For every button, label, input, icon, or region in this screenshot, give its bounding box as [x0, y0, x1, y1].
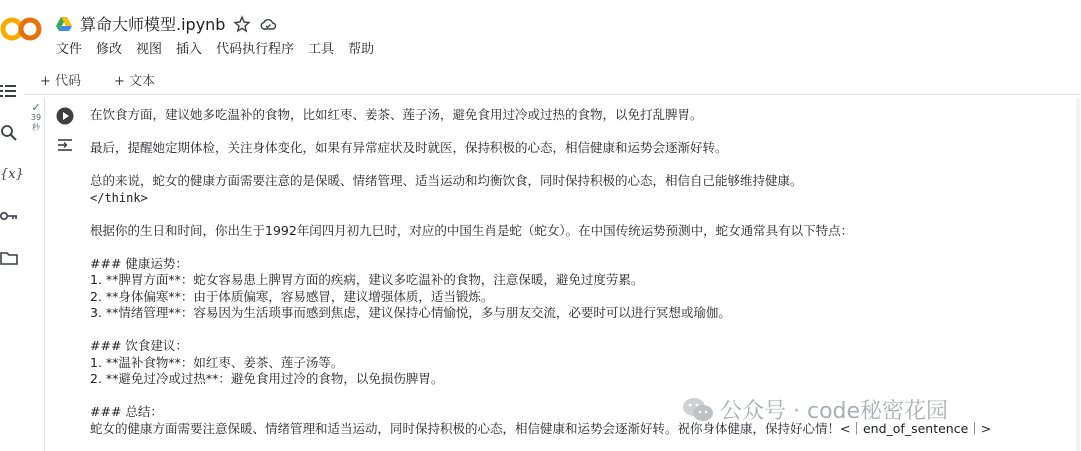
menu-file[interactable]: 文件 — [56, 42, 83, 57]
top-bar — [0, 0, 1080, 64]
colab-logo[interactable] — [0, 14, 42, 44]
output-line: 最后，提醒她定期体检，关注身体变化，如果有异常症状及时就医，保持积极的心态，相信健康和运势会逐渐好转。 — [90, 140, 728, 155]
menu-runtime[interactable]: 代码执行程序 — [216, 42, 295, 57]
notebook-title[interactable]: 算命大师模型.ipynb — [80, 15, 226, 34]
folder-icon[interactable] — [0, 249, 18, 267]
output-line: </think> — [90, 190, 148, 205]
menu-tools[interactable]: 工具 — [308, 42, 335, 57]
variables-icon[interactable] — [0, 164, 24, 182]
check-icon: ✓ — [31, 101, 41, 114]
output-line: 3. **情绪管理**：容易因为生活琐事而感到焦虑，建议保持心情愉悦，多与朋友交流，必要时可以进行冥想或瑜伽。 — [90, 305, 731, 320]
output-line: ### 饮食建议： — [90, 338, 188, 353]
output-line: 1. **脾胃方面**：蛇女容易患上脾胃方面的疾病，建议多吃温补的食物，注意保暖，避免过度劳累。 — [90, 272, 644, 287]
menu-edit[interactable]: 修改 — [96, 42, 123, 57]
watermark — [682, 394, 948, 425]
star-icon[interactable] — [233, 15, 251, 33]
key-icon[interactable] — [0, 207, 18, 225]
execution-time: 39 — [30, 113, 42, 122]
menu-bar — [56, 38, 374, 57]
table-of-contents-icon[interactable] — [0, 82, 18, 100]
wechat-icon — [682, 396, 714, 424]
output-line — [90, 124, 1070, 141]
svg-text:{x}: {x} — [0, 167, 24, 182]
watermark-text: 公众号 · code秘密花园 — [720, 399, 949, 424]
output-line: ### 总结： — [90, 404, 163, 419]
output-line: 2. **避免过冷或过热**：避免食用过冷的食物，以免损伤脾胃。 — [90, 371, 444, 386]
menu-help[interactable]: 帮助 — [348, 42, 375, 57]
search-icon[interactable] — [0, 124, 18, 142]
scrollbar-track[interactable] — [1076, 98, 1080, 451]
run-cell-button[interactable] — [56, 107, 74, 125]
execution-status — [30, 103, 42, 133]
output-line: 2. **身体偏寒**：由于体质偏寒，容易感冒，建议增强体质，适当锻炼。 — [90, 288, 494, 304]
output-line: 蛇女的健康方面需要注意保暖、情绪管理和适当运动，同时保持积极的心态，相信健康和运势会逐渐好转。祝你身体健康，保持好心情！<｜end_of_sentence｜> — [90, 420, 992, 436]
output-line — [90, 322, 1070, 339]
cell-toolbar — [24, 64, 1080, 95]
cell-output — [90, 107, 1070, 437]
output-line — [90, 157, 1070, 174]
menu-view[interactable]: 视图 — [136, 42, 163, 57]
output-line: 根据你的生日和时间，你出生于1992年闰四月初九巳时，对应的中国生肖是蛇（蛇女）。在中国传统运势预测中，蛇女通常具有以下特点： — [90, 222, 854, 238]
output-line: 在饮食方面，建议她多吃温补的食物，比如红枣、姜茶、莲子汤，避免食用过冷或过热的食物，以免打乱脾胃。 — [90, 107, 703, 122]
add-code-button[interactable]: + 代码 — [40, 74, 82, 89]
drive-icon[interactable] — [56, 16, 72, 32]
output-toggle-icon[interactable] — [56, 136, 76, 154]
title-row — [56, 12, 277, 35]
left-sidebar — [0, 64, 24, 451]
cloud-icon[interactable] — [259, 15, 277, 33]
output-line: 1. **温补食物**：如红枣、姜茶、莲子汤等。 — [90, 354, 344, 370]
menu-insert[interactable]: 插入 — [176, 42, 203, 57]
output-line: ### 健康运势： — [90, 255, 188, 271]
output-line — [90, 206, 1070, 223]
output-line: 总的来说，蛇女的健康方面需要注意的是保暖、情绪管理、适当运动和均衡饮食，同时保持积极的心态，相信自己能够维持健康。 — [90, 173, 803, 188]
output-line — [90, 239, 1070, 256]
add-text-button[interactable]: + 文本 — [114, 74, 156, 89]
execution-unit: 秒 — [32, 123, 40, 132]
